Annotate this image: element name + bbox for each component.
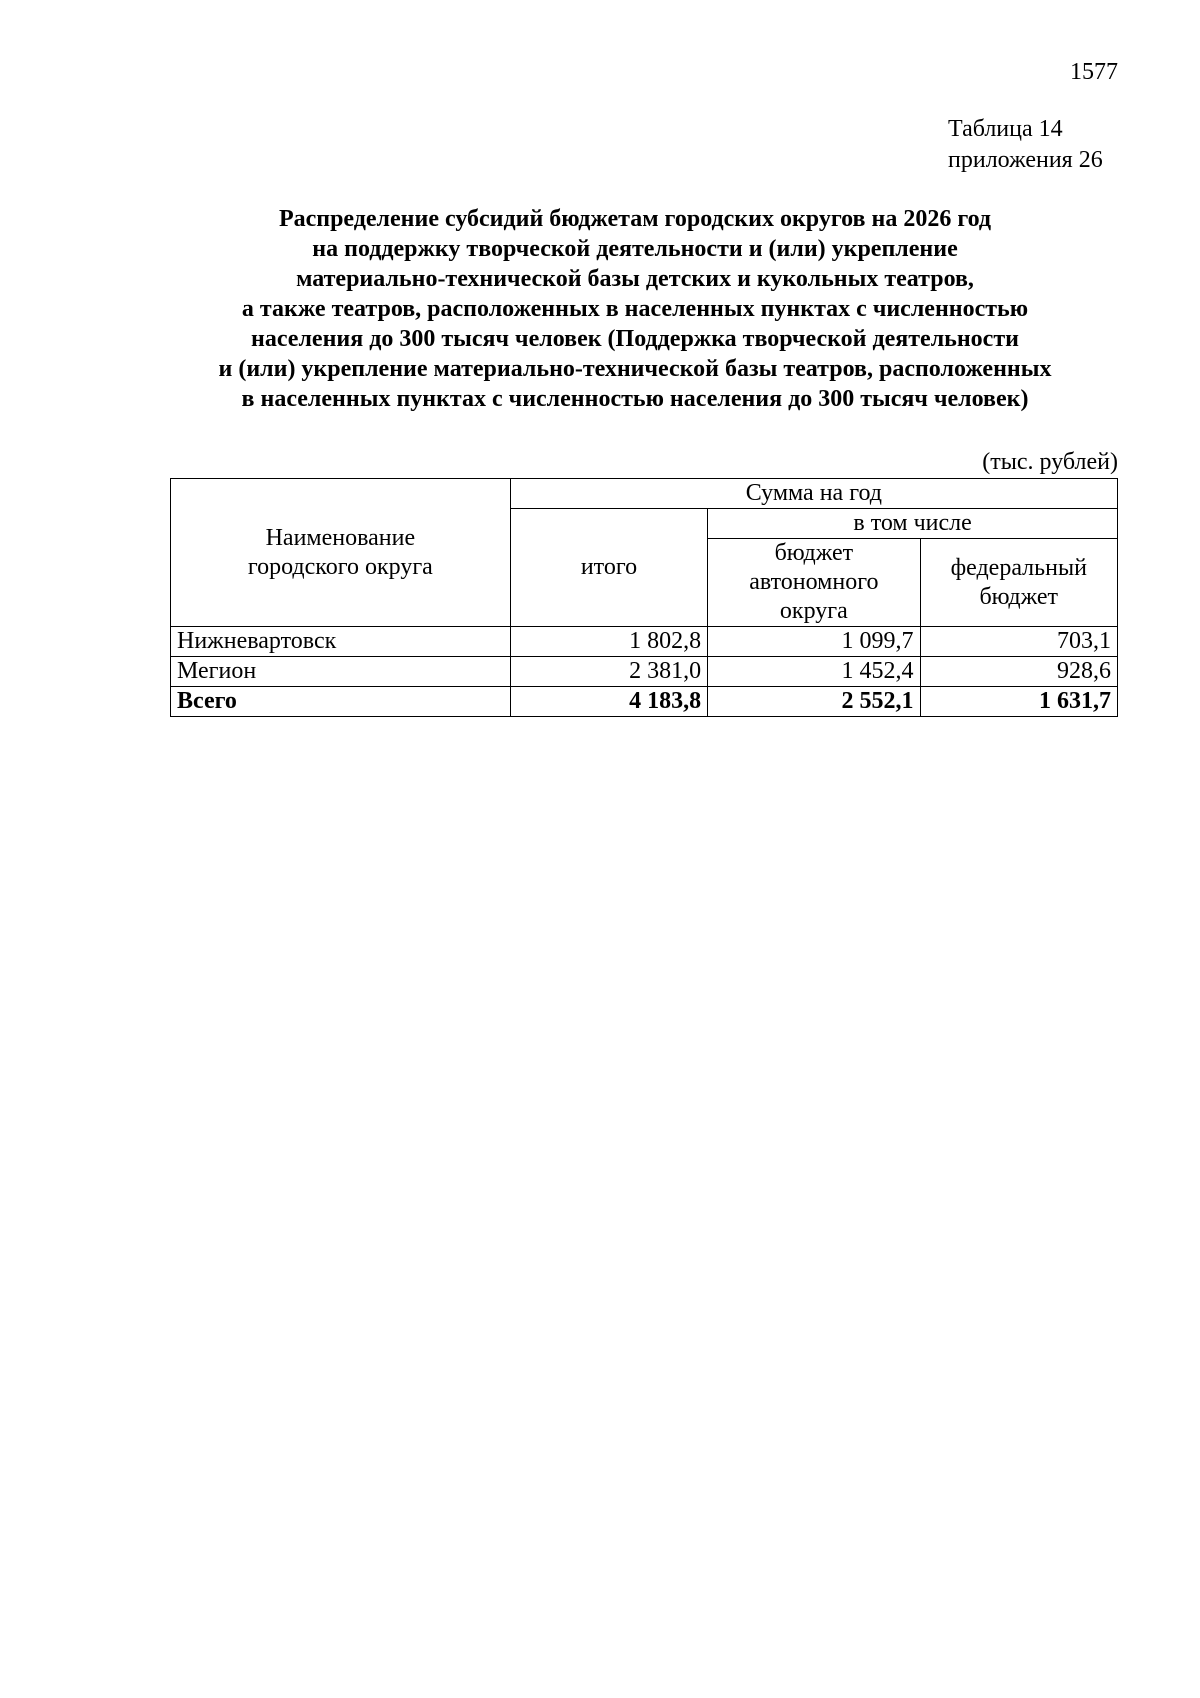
cell-federal: 703,1 bbox=[920, 627, 1118, 657]
title-line: материально-технической базы детских и кукольных театров, bbox=[296, 266, 974, 292]
header-total: итого bbox=[510, 509, 707, 627]
cell-total: 4 183,8 bbox=[510, 687, 707, 717]
cell-total: 2 381,0 bbox=[510, 657, 707, 687]
title-line: в населенных пунктах с численностью населения до 300 тысяч человек) bbox=[241, 386, 1029, 412]
units-label: (тыс. рублей) bbox=[982, 449, 1118, 475]
cell-federal: 928,6 bbox=[920, 657, 1118, 687]
cell-total: 1 802,8 bbox=[510, 627, 707, 657]
header-including: в том числе bbox=[708, 509, 1118, 539]
header-row bbox=[171, 479, 1118, 509]
table-row bbox=[171, 627, 1118, 657]
title-line: населения до 300 тысяч человек (Поддержка творческой деятельности bbox=[251, 326, 1019, 352]
cell-okrug: 1 452,4 bbox=[708, 657, 920, 687]
cell-name: Всего bbox=[171, 687, 511, 717]
title-line: а также театров, расположенных в населенных пунктах с численностью bbox=[241, 296, 1029, 322]
subsidy-table bbox=[170, 478, 1118, 717]
table-number: Таблица 14 bbox=[948, 116, 1063, 142]
title-line: Распределение субсидий бюджетам городских округов на 2026 год bbox=[278, 206, 992, 232]
cell-okrug: 2 552,1 bbox=[708, 687, 920, 717]
header-sum-year: Сумма на год bbox=[510, 479, 1117, 509]
table-row bbox=[171, 657, 1118, 687]
cell-name: Мегион bbox=[171, 657, 511, 687]
cell-name: Нижневартовск bbox=[171, 627, 511, 657]
header-federal-budget: федеральный бюджет bbox=[920, 539, 1118, 627]
table-reference bbox=[948, 114, 1103, 176]
title-line: на поддержку творческой деятельности и (или) укрепление bbox=[312, 236, 958, 262]
document-title bbox=[110, 204, 1160, 414]
header-name: Наименование городского округа bbox=[171, 479, 511, 627]
cell-federal: 1 631,7 bbox=[920, 687, 1118, 717]
title-line: и (или) укрепление материально-технической базы театров, расположенных bbox=[218, 356, 1052, 382]
total-row bbox=[171, 687, 1118, 717]
header-okrug-budget: бюджет автономного округа bbox=[708, 539, 920, 627]
cell-okrug: 1 099,7 bbox=[708, 627, 920, 657]
page-number: 1577 bbox=[1070, 59, 1118, 85]
appendix-number: приложения 26 bbox=[948, 147, 1103, 173]
